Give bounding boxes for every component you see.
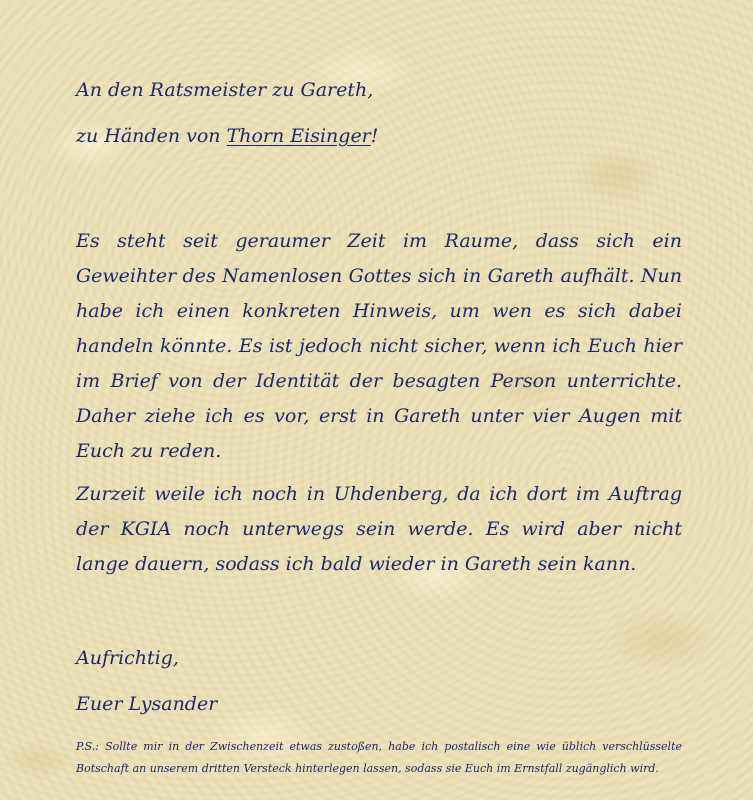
- paragraph-1: Es steht seit geraumer Zeit im Raume, dass sich ein Geweihter des Namenlosen Gottes sich in Gareth aufhält. Nun habe ich einen konkreten Hinweis, um wen es sich dabei handeln könnte. Es ist jedoch nicht sicher, wenn ich Euch hier im Brief von der Identität der besagten Person unterrichte. Daher ziehe ich es vor, erst in Gareth unter vier Augen mit Euch zu reden.: [76, 230, 682, 462]
- closing: Aufrichtig,: [76, 647, 179, 669]
- recipient-name: Thorn Eisinger: [226, 125, 371, 147]
- salutation-line-1: An den Ratsmeister zu Gareth,: [76, 79, 374, 101]
- letter-body: [76, 78, 682, 716]
- paragraph-2: Zurzeit weile ich noch in Uhdenberg, da ich dort im Auftrag der KGIA noch unterwegs sein werde. Es wird aber nicht lange dauern, sodass ich bald wieder in Gareth sein kann.: [76, 483, 682, 575]
- postscript: P.S.: Sollte mir in der Zwischenzeit etwas zustoßen, habe ich postalisch eine wie üblich verschlüsselte Botschaft an unserem dritten Versteck hinterlegen lassen, sodass sie Euch im Ernstfall zugänglich wird.: [76, 740, 682, 775]
- salutation-prefix: zu Händen von: [76, 125, 227, 147]
- salutation-line-2: [76, 124, 682, 148]
- signature: Euer Lysander: [76, 693, 218, 715]
- salutation-suffix: !: [370, 125, 379, 147]
